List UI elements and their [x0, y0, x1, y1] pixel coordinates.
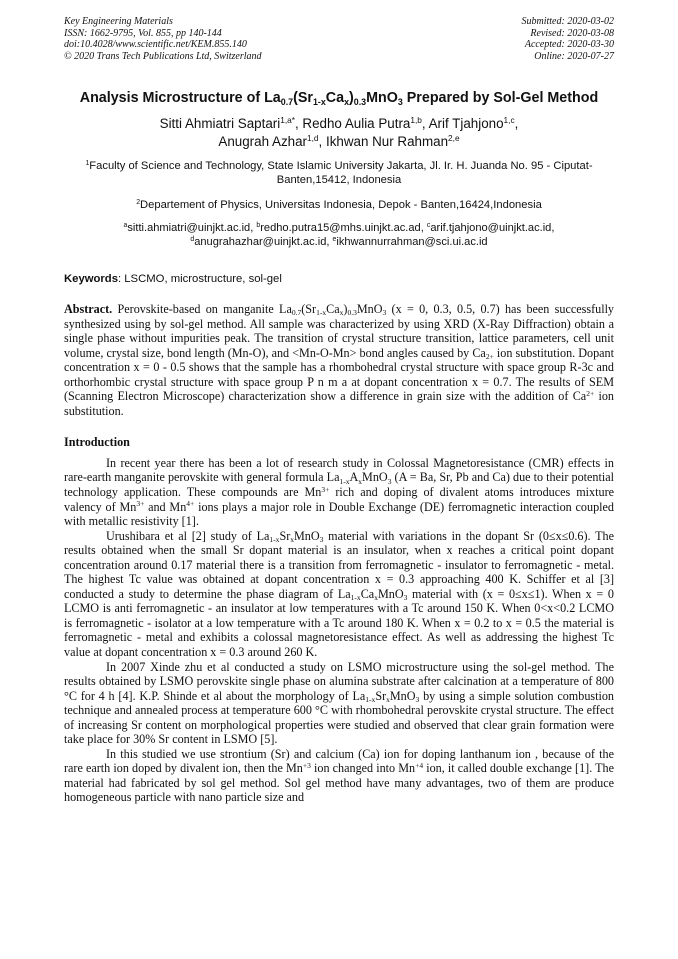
publication-dates	[522, 16, 615, 62]
date-accepted: Accepted: 2020-03-30	[524, 39, 614, 50]
journal-name: Key Engineering Materials	[64, 16, 173, 27]
affiliation-2: $^2$Departement of Physics, Universitas Indonesia, Depok - Banten,16424,Indonesia	[136, 199, 542, 211]
intro-paragraph-4: In this studied we use strontium (Sr) and calcium (Ca) ion for doping lanthanum ion , because of the rare earth ion doped by divalent ion, then the $Mn^{+3}$ ion changed into $Mn^{+4}$ ion, it called double exchange [1]. The material had fabricated by sol gel method. Sol gel method have many advantages, two of them are produce homogeneous particle with nano particle size and	[64, 746, 615, 805]
email-d[interactable]: anugrahazhar@uinjkt.ac.id,	[194, 236, 333, 248]
abstract: Abstract. Perovskite-based on manganite $La_{0.7}(Sr_{1-x}Ca_x)_{0.3}MnO_3$ (x = 0, 0.3, 0.5, 0.7) has been successfully synthesized using by sol-gel method. All sample was characterized by using XRD (X-Ray Diffraction) obtain a single phase without impurities peak. The transition of crystal structure transition, lattice parameters, cell unit volume, crystal size, bond length (Mn-O), and <Mn-O-Mn> bond angles caused by $Ca_{2+}$ ion substitution. Dopant concentration x = 0 - 0.5 shows that the sample has a rhombohedral crystal structure with space group R-3c and orthorhombic crystal structure with space group P n m a at dopant concentration x = 0.7. The results of SEM (Scanning Electron Microscope) characterization show a difference in grain size with the addition of $Ca^{2+}$ ion substitution.	[64, 302, 615, 418]
email-c[interactable]: arif.tjahjono@uinjkt.ac.id,	[430, 222, 555, 234]
journal-issn: ISSN: 1662-9795, Vol. 855, pp 140-144	[64, 27, 222, 39]
date-online: Online: 2020-07-27	[534, 50, 614, 62]
paper-title: Analysis Microstructure of $La_{0.7}(Sr_{1-x}Ca_x)_{0.3}MnO_3$ Prepared by Sol-Gel Method	[79, 90, 599, 107]
keywords-label: Keywords	[64, 273, 118, 285]
date-revised: Revised: 2020-03-08	[530, 27, 614, 39]
author-list: Sitti Ahmiatri Saptari$^{1,a*}$, Redho Aulia Putra$^{1,b}$, Arif Tjahjono$^{1,c}$, Anugrah Azhar$^{1,d}$, Ikhwan Nur Rahman$^{2,e}$	[159, 115, 519, 149]
email-b[interactable]: redho.putra15@mhs.uinjkt.ac.ad,	[260, 222, 427, 234]
section-heading-introduction: Introduction	[64, 435, 130, 450]
journal-doi[interactable]: doi:10.4028/www.scientific.net/KEM.855.140	[64, 39, 247, 50]
abstract-label: Abstract.	[64, 302, 113, 316]
journal-header	[64, 16, 614, 62]
email-a[interactable]: sitti.ahmiatri@uinjkt.ac.id,	[127, 222, 257, 234]
email-e[interactable]: ikhwannurrahman@sci.ui.ac.id	[336, 236, 488, 248]
intro-paragraph-2: Urushibara et al [2] study of $La_{1-x}Sr_xMnO_3$ material with variations in the dopant Sr (0≤x≤0.6). The results obtained when the small Sr dopant material is an insulator, when x reaches a critical point dopant concentration around 0.17 material there is a transition from ferromagnetic - insulator to ferromagnetic - metal. The highest Tc value was obtained at dopant concentration x = 0.3 approaching 400 K. Schiffer et al [3] conducted a study to determine the phase diagram of $La_{1-x}Ca_xMnO_3$ material with (x = 0≤x≤1). When x = 0 LCMO is anti ferromagnetic - an insulator at low temperatures with a Tc around 150 K. When 0<x<0.2 LCMO is ferromagnetic - isolator at a low temperature with a Tc around 180 K. When x = 0.2 to x = 0.5 the material is ferromagnetic - metal and exhibits a colossal magnetoresistance effect. As well as addressing the highest Tc value at dopant concentration x = 0.3 around 260 K.	[64, 528, 614, 659]
affiliation-1: $^1$Faculty of Science and Technology, State Islamic University Jakarta, Jl. Ir. H. Juanda No. 95 - Ciputat-Banten,15412, Indonesia	[85, 160, 593, 186]
intro-paragraph-1: In recent year there has been a lot of research study in Colossal Magnetoresistance (CMR) effects in rare-earth manganite perovskite with general formula $La_{1-x}A_xMnO_3$ (A = Ba, Sr, Pb and Ca) due to their potential technology application. These compounds are $Mn^{3+}$ rich and doping of divalent atoms introduces mixture valency of $Mn^{3+}$ and $Mn^{4+}$ ions plays a major role in Double Exchange (DE) ferromagnetic interaction coupled with metallic resistivity [1].	[64, 455, 615, 529]
author-emails: $^a$sitti.ahmiatri@uinjkt.ac.id, $^b$redho.putra15@mhs.uinjkt.ac.ad, $^c$arif.tjahjono@uinjkt.ac.id, $^d$anugrahazhar@uinjkt.ac.id, $^e$ikhwannurrahman@sci.ui.ac.id	[123, 222, 555, 248]
keywords-text: : LSCMO, microstructure, sol-gel	[118, 273, 282, 285]
keywords	[64, 272, 614, 286]
date-submitted: Submitted: 2020-03-02	[521, 16, 614, 27]
journal-info	[64, 16, 262, 62]
journal-copyright: © 2020 Trans Tech Publications Ltd, Switzerland	[64, 50, 262, 62]
intro-paragraph-3: In 2007 Xinde zhu et al conducted a study on LSMO microstructure using the sol-gel method. The results obtained by LSMO perovskite single phase on alumina substrate after calcination at a temperature of 800 °C for 4 h [4]. K.P. Shinde et al about the morphology of $La_{1-x}Sr_xMnO_3$ by using a simple solution combustion technique and annealed process at temperature 600 °C with rhombohedral perovskite crystal structure. The effect of increasing Sr content on morphological properties were studied and observed that clear grain formation were take place for 30% Sr content in LSMO [5].	[64, 659, 615, 747]
